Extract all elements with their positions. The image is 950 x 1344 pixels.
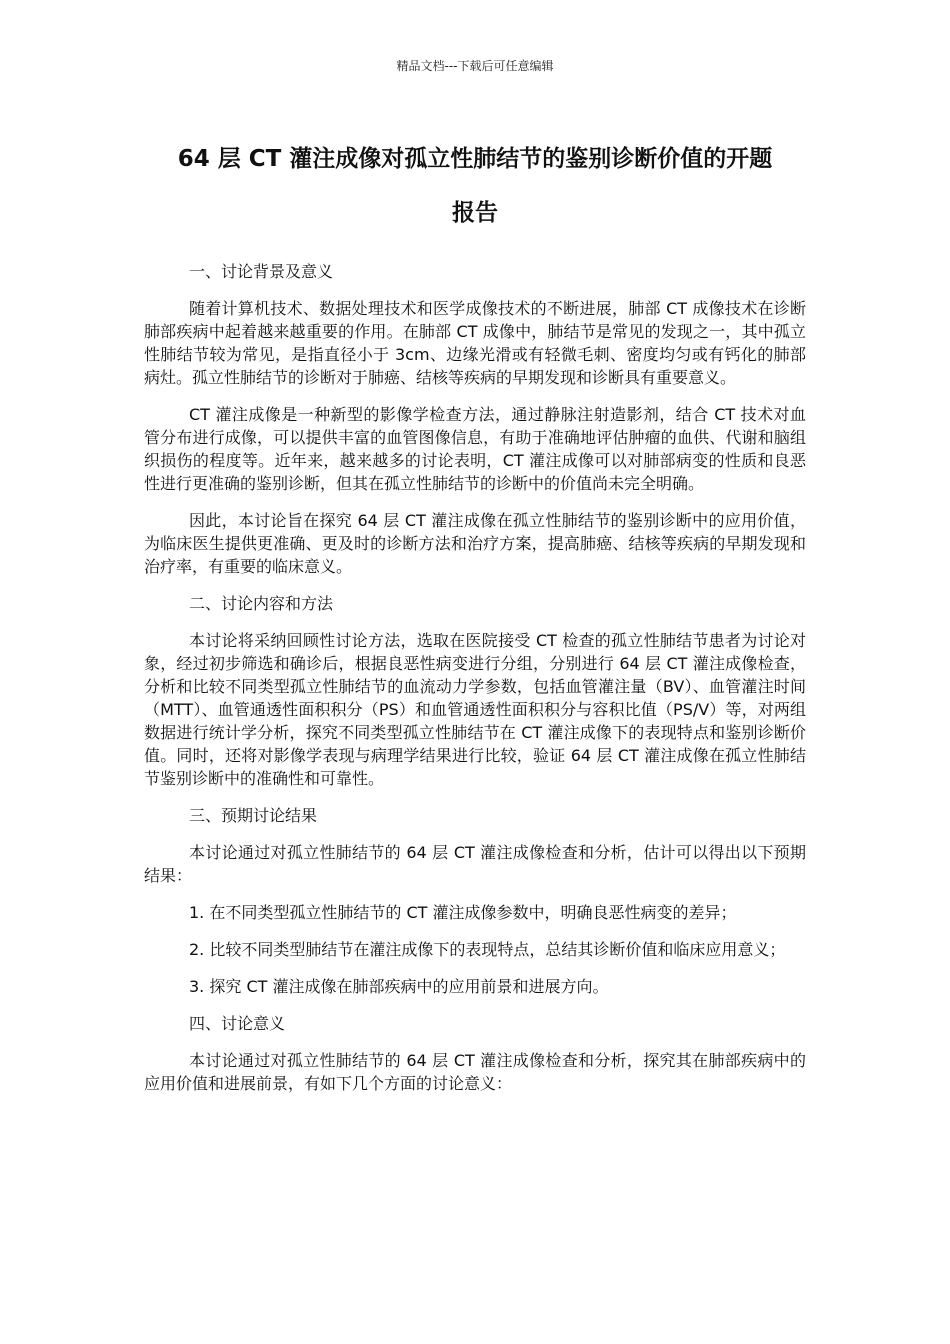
section-heading-significance: 四、讨论意义	[189, 1014, 286, 1033]
paragraph-background-1: 随着计算机技术、数据处理技术和医学成像技术的不断进展，肺部 CT 成像技术在诊断肺部疾病中起着越来越重要的作用。在肺部 CT 成像中，肺结节是常见的发现之一，其中孤立性肺结节较为常见，是指直径小于 3cm、边缘光滑或有轻微毛刺、密度均匀或有钙化的肺部病灶。孤立性肺结节的诊断对于肺癌、结核等疾病的早期发现和诊断具有重要意义。	[144, 299, 806, 387]
paragraph-expected-results-intro: 本讨论通过对孤立性肺结节的 64 层 CT 灌注成像检查和分析，估计可以得出以下预期结果：	[144, 843, 806, 885]
paragraph-background-2: CT 灌注成像是一种新型的影像学检查方法，通过静脉注射造影剂，结合 CT 技术对血管分布进行成像，可以提供丰富的血管图像信息，有助于准确地评估肿瘤的血供、代谢和脑组织损伤的程度等。近年来，越来越多的讨论表明，CT 灌注成像可以对肺部病变的性质和良恶性进行更准确的鉴别诊断，但其在孤立性肺结节的诊断中的价值尚未完全明确。	[144, 405, 806, 493]
section-heading-methods: 二、讨论内容和方法	[189, 594, 334, 613]
section-heading-expected-results: 三、预期讨论结果	[189, 806, 318, 825]
paragraph-background-3: 因此，本讨论旨在探究 64 层 CT 灌注成像在孤立性肺结节的鉴别诊断中的应用价值，为临床医生提供更准确、更及时的诊断方法和治疗方案，提高肺癌、结核等疾病的早期发现和治疗率，有重要的临床意义。	[144, 511, 806, 576]
section-heading-background: 一、讨论背景及意义	[189, 262, 334, 281]
expected-result-item-1: 1. 在不同类型孤立性肺结节的 CT 灌注成像参数中，明确良恶性病变的差异；	[189, 903, 737, 922]
document-title	[140, 132, 810, 240]
paragraph-methods-1: 本讨论将采纳回顾性讨论方法，选取在医院接受 CT 检查的孤立性肺结节患者为讨论对象，经过初步筛选和确诊后，根据良恶性病变进行分组，分别进行 64 层 CT 灌注成像检查，分析和比较不同类型孤立性肺结节的血流动力学参数，包括血管灌注量（BV）、血管灌注时间（MTT）、血管通透性面积积分（PS）和血管通透性面积积分与容积比值（PS/V）等，对两组数据进行统计学分析，探究不同类型孤立性肺结节在 CT 灌注成像下的表现特点和鉴别诊断价值。同时，还将对影像学表现与病理学结果进行比较，验证 64 层 CT 灌注成像在孤立性肺结节鉴别诊断中的准确性和可靠性。	[144, 631, 806, 788]
paragraph-significance-1: 本讨论通过对孤立性肺结节的 64 层 CT 灌注成像检查和分析，探究其在肺部疾病中的应用价值和进展前景，有如下几个方面的讨论意义：	[144, 1051, 806, 1093]
header-note: 精品文档---下载后可任意编辑	[396, 59, 554, 73]
title-line-2: 报告	[452, 200, 498, 226]
document-body	[144, 260, 806, 1109]
expected-result-item-3: 3. 探究 CT 灌注成像在肺部疾病中的应用前景和进展方向。	[189, 977, 609, 996]
title-line-1: 64 层 CT 灌注成像对孤立性肺结节的鉴别诊断价值的开题	[177, 146, 773, 172]
expected-result-item-2: 2. 比较不同类型肺结节在灌注成像下的表现特点，总结其诊断价值和临床应用意义；	[189, 940, 786, 959]
